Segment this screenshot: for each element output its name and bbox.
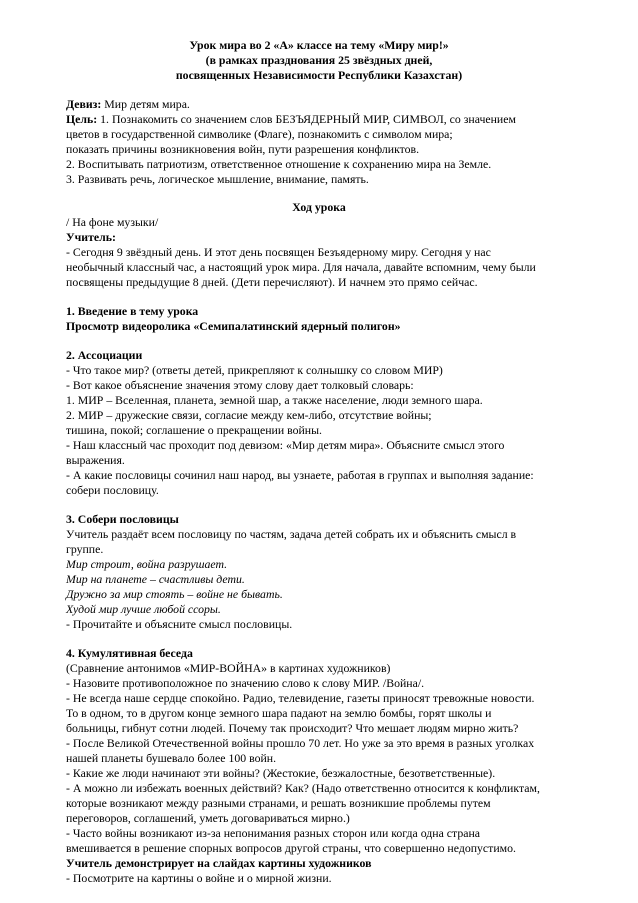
- doc-title-line-2: (в рамках празднования 25 звёздных дней,: [205, 53, 433, 67]
- text-line: которые возникают между разными странами, и решать возникшие проблемы путем: [66, 796, 491, 810]
- goal-line: показать причины возникновения войн, пути разрешения конфликтов.: [66, 142, 420, 156]
- text-line: - Какие же люди начинают эти войны? (Жестокие, безжалостные, безответственные).: [66, 766, 496, 780]
- text-line: - Не всегда наше сердце спокойно. Радио, телевидение, газеты приносят тревожные новости.: [66, 691, 535, 705]
- text-line: выражения.: [66, 453, 125, 467]
- motto-line: [66, 97, 586, 112]
- text-line: То в одном, то в другом конце земного шара падают на землю бомбы, горят школы и: [66, 706, 492, 720]
- proverb: Мир на планете – счастливы дети.: [66, 572, 245, 586]
- text-line: - После Великой Отечественной войны прошло 70 лет. Но уже за это время в разных уголках: [66, 736, 535, 750]
- text-line: собери пословицу.: [66, 483, 159, 497]
- section-4-title: 4. Кумулятивная беседа: [66, 646, 193, 660]
- text-line: 1. МИР – Вселенная, планета, земной шар, а также население, люди земного шара.: [66, 393, 483, 407]
- teacher-label: Учитель:: [66, 230, 116, 244]
- motto-text: Мир детям мира.: [101, 97, 190, 111]
- text-line: - Что такое мир? (ответы детей, прикрепляют к солнышку со словом МИР): [66, 363, 443, 377]
- text-line: - Назовите противоположное по значению слово к слову МИР. /Война/.: [66, 676, 425, 690]
- music-note: / На фоне музыки/: [66, 215, 159, 229]
- text-line: - А можно ли избежать военных действий? Как? (Надо ответственно относится к конфликтам,: [66, 781, 540, 795]
- section-2-title: 2. Ассоциации: [66, 348, 143, 362]
- section-1-title: 1. Введение в тему урока: [66, 304, 199, 318]
- text-line: - Прочитайте и объясните смысл пословицы.: [66, 617, 293, 631]
- text-line: 2. МИР – дружеские связи, согласие между кем-либо, отсутствие войны;: [66, 408, 432, 422]
- section-3-title: 3. Собери пословицы: [66, 512, 179, 526]
- text-line: - Часто войны возникают из-за непонимания разных сторон или когда одна страна: [66, 826, 481, 840]
- text-line: группе.: [66, 542, 104, 556]
- text-line: - Сегодня 9 звёздный день. И этот день посвящен Безъядерному миру. Сегодня у нас: [66, 245, 491, 259]
- text-line: больницы, гибнут сотни людей. Почему так происходит? Что мешает людям мирно жить?: [66, 721, 519, 735]
- text-line: необычный классный час, а настоящий урок мира. Для начала, давайте вспомним, чему были: [66, 260, 536, 274]
- goal-line: цветов в государственной символике (Флаге), познакомить с символом мира;: [66, 127, 453, 141]
- goal-line: 2. Воспитывать патриотизм, ответственное отношение к сохранению мира на Земле.: [66, 157, 492, 171]
- text-line: вмешивается в решение спорных вопросов другой страны, что совершенно недопустимо.: [66, 841, 516, 855]
- text-line: Учитель раздаёт всем пословицу по частям, задача детей собрать их и объяснить смысл в: [66, 527, 517, 541]
- video-title: Просмотр видеоролика «Семипалатинский ядерный полигон»: [66, 319, 401, 333]
- course-heading: Ход урока: [292, 200, 346, 214]
- text-line: тишина, покой; соглашение о прекращении войны.: [66, 423, 322, 437]
- text-line: - Наш классный час проходит под девизом: «Мир детям мира». Объясните смысл этого: [66, 438, 505, 452]
- doc-title-line-3: посвященных Независимости Республики Казахстан): [175, 68, 463, 82]
- text-line: - А какие пословицы сочинил наш народ, вы узнаете, работая в группах и выполняя задание:: [66, 468, 534, 482]
- proverb: Худой мир лучше любой ссоры.: [66, 602, 221, 616]
- motto-label: Девиз:: [66, 97, 102, 111]
- proverb: Дружно за мир стоять – войне не бывать.: [66, 587, 283, 601]
- doc-title-line-1: Урок мира во 2 «А» классе на тему «Миру мир!»: [189, 38, 449, 52]
- proverb: Мир строит, война разрушает.: [66, 557, 228, 571]
- text-line: - Посмотрите на картины о войне и о мирной жизни.: [66, 871, 332, 885]
- goal-line: 3. Развивать речь, логическое мышление, внимание, память.: [66, 172, 369, 186]
- goal-text: 1. Познакомить со значением слов БЕЗЪЯДЕРНЫЙ МИР, СИМВОЛ, со значением: [97, 112, 516, 126]
- text-line: посвящены предыдущие 8 дней. (Дети перечисляют). И начнем это прямо сейчас.: [66, 275, 478, 289]
- goal-label: Цель:: [66, 112, 98, 126]
- goal-line: [66, 112, 586, 127]
- teacher-demo-line: Учитель демонстрирует на слайдах картины художников: [66, 856, 372, 870]
- text-line: нашей планеты бушевало более 100 войн.: [66, 751, 277, 765]
- text-line: переговоров, соглашений, уметь договариваться мирно.): [66, 811, 350, 825]
- text-line: (Сравнение антонимов «МИР-ВОЙНА» в картинах художников): [66, 661, 391, 675]
- text-line: - Вот какое объяснение значения этому слову дает толковый словарь:: [66, 378, 414, 392]
